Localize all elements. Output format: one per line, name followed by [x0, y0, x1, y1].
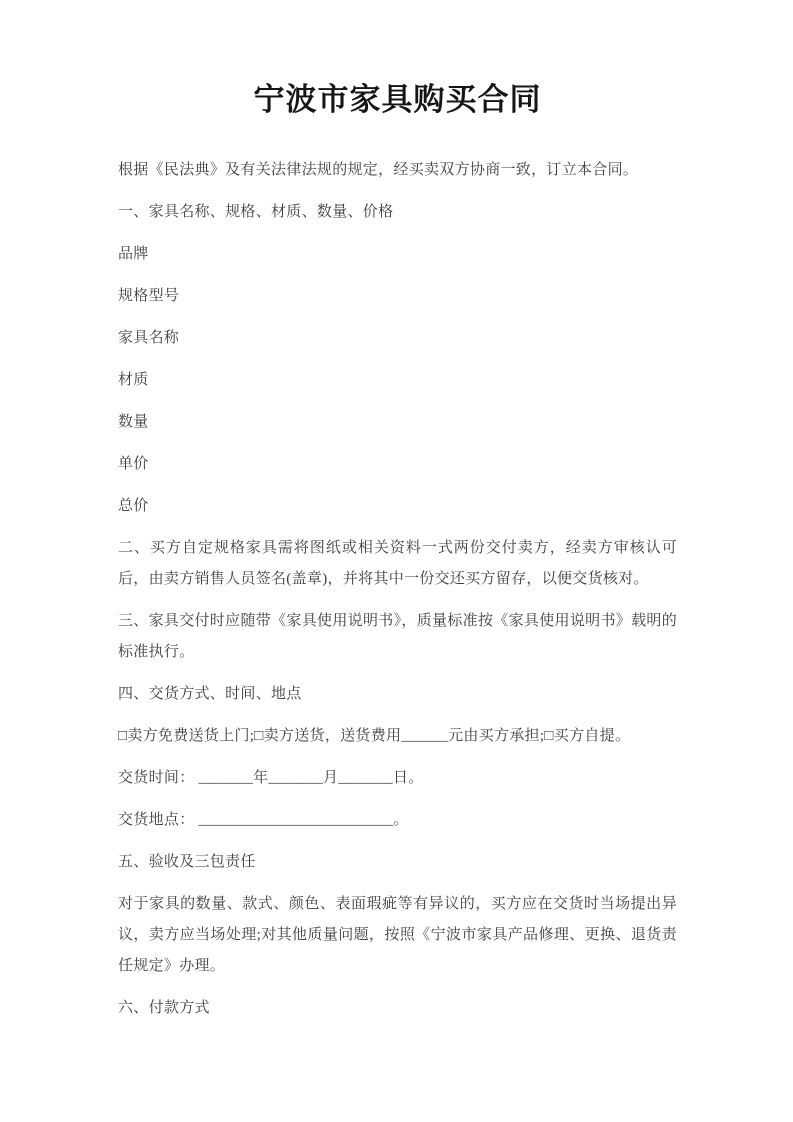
checkbox-icon[interactable]: □ — [118, 728, 128, 744]
field-material: 材质 — [118, 372, 149, 388]
intro-paragraph: 根据《民法典》及有关法律法规的规定，经买卖双方协商一致，订立本合同。 — [118, 162, 639, 178]
delivery-options-line — [118, 721, 677, 752]
section-3-paragraph: 三、家具交付时应随带《家具使用说明书》，质量标准按《家具使用说明书》载明的标准执行。 — [118, 613, 677, 660]
field-quantity: 数量 — [118, 414, 149, 430]
delivery-time-line: 交货时间： _______年_______月_______日。 — [118, 770, 424, 786]
page-title: 宁波市家具购买合同 — [253, 82, 542, 117]
section-4-heading: 四、交货方式、时间、地点 — [118, 686, 302, 702]
field-brand: 品牌 — [118, 246, 149, 262]
section-5-heading: 五、验收及三包责任 — [118, 854, 256, 870]
delivery-place-line: 交货地点： _________________________。 — [118, 812, 409, 828]
section-1-heading: 一、家具名称、规格、材质、数量、价格 — [118, 204, 394, 220]
checkbox-icon[interactable]: □ — [544, 728, 554, 744]
delivery-option-seller-free: 卖方免费送货上门; — [127, 728, 255, 744]
checkbox-icon[interactable]: □ — [254, 728, 264, 744]
field-furniture-name: 家具名称 — [118, 330, 180, 346]
field-total-price: 总价 — [118, 498, 149, 514]
field-unit-price: 单价 — [118, 456, 149, 472]
field-spec-model: 规格型号 — [118, 288, 180, 304]
delivery-option-buyer-pickup: 买方自提。 — [553, 728, 631, 744]
section-6-heading: 六、付款方式 — [118, 1000, 210, 1016]
section-2-paragraph: 二、买方自定规格家具需将图纸或相关资料一式两份交付卖方，经卖方审核认可后，由卖方销售人员签名(盖章)，并将其中一份交还买方留存，以便交货核对。 — [118, 540, 677, 587]
section-5-paragraph: 对于家具的数量、款式、颜色、表面瑕疵等有异议的，买方应在交货时当场提出异议，卖方应当场处理;对其他质量问题，按照《宁波市家具产品修理、更换、退货责任规定》办理。 — [118, 896, 677, 974]
delivery-option-seller-paid: 卖方送货，送货费用______元由买方承担; — [263, 728, 545, 744]
